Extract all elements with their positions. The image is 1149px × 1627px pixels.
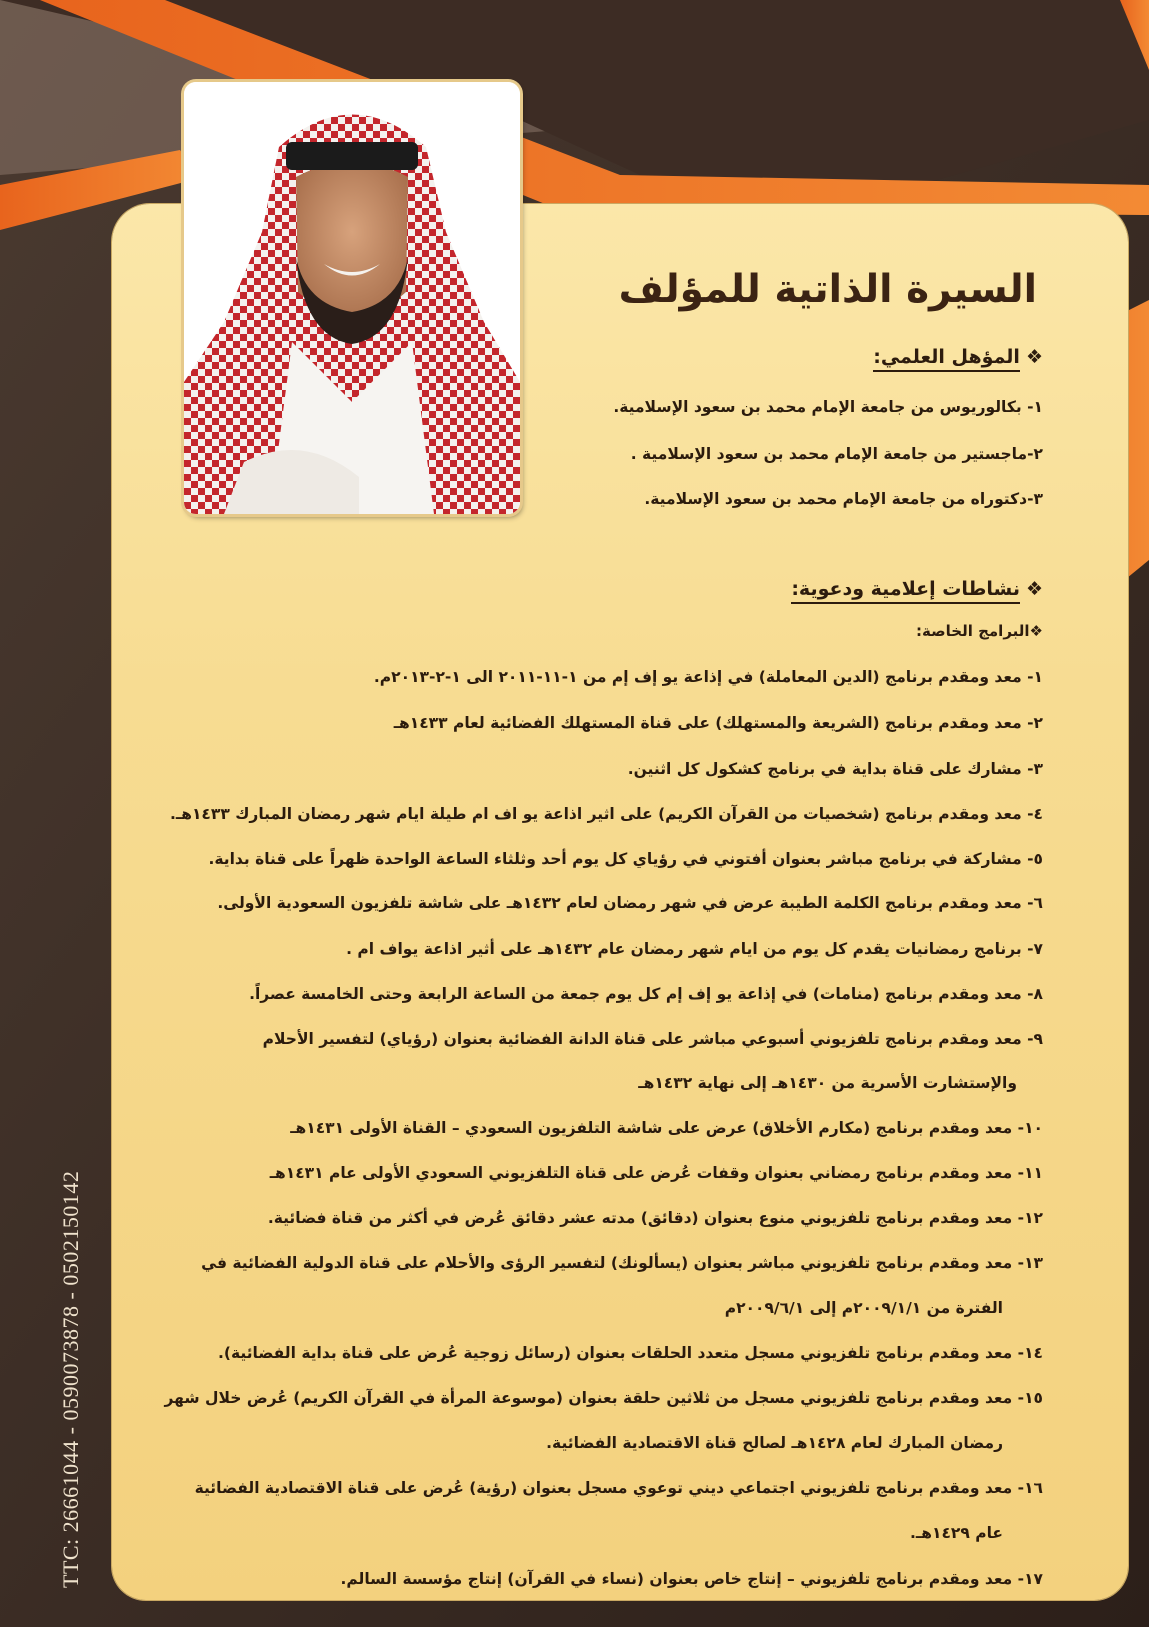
activity-line: ١٤- معد ومقدم برنامج تلفزيوني مسجل متعدد الحلقات بعنوان (رسائل زوجية عُرض على قناة بداية الفضائية). — [218, 1344, 1043, 1362]
activity-line: ١٠- معد ومقدم برنامج (مكارم الأخلاق) عرض على شاشة التلفزيون السعودي – القناة الأولى ١٤٣١هـ — [290, 1119, 1043, 1137]
qualification-item: ٣-دكتوراه من جامعة الإمام محمد بن سعود الإسلامية. — [644, 490, 1043, 508]
biography-content — [140, 240, 1045, 320]
diamond-bullet-icon: ❖ — [1029, 622, 1043, 640]
activity-line: ٧- برنامج رمضانيات يقدم كل يوم من ايام شهر رمضان عام ١٤٣٢هـ على أثير اذاعة يواف ام . — [346, 940, 1043, 958]
activity-line: عام ١٤٢٩هـ. — [910, 1524, 1003, 1542]
page-title: السيرة الذاتية للمؤلف — [618, 267, 1037, 312]
activity-line: ١٥- معد ومقدم برنامج تلفزيوني مسجل من ثلاثين حلقة بعنوان (موسوعة المرأة في القرآن الكريم) عُرض خلال شهر — [164, 1389, 1043, 1407]
activity-line: ٣- مشارك على قناة بداية في برنامج كشكول كل اثنين. — [627, 760, 1043, 778]
activity-line: رمضان المبارك لعام ١٤٢٨هـ لصالح قناة الاقتصادية الفضائية. — [546, 1434, 1003, 1452]
activity-line: ٢- معد ومقدم برنامج (الشريعة والمستهلك) على قناة المستهلك الفضائية لعام ١٤٣٣هـ — [393, 714, 1043, 732]
side-phone-code: TTC: 26661044 - 0590073878 - 0502150142 — [58, 1170, 83, 1588]
activity-line: ١- معد ومقدم برنامج (الدين المعاملة) في إذاعة يو إف إم من ١-١١-٢٠١١ الى ١-٢-٢٠١٣م. — [373, 668, 1043, 686]
activity-line: والإستشارت الأسرية من ١٤٣٠هـ إلى نهاية ١٤٣٢هـ — [638, 1074, 1017, 1092]
diamond-bullet-icon: ❖ — [1025, 346, 1043, 368]
activity-line: ١٣- معد ومقدم برنامج تلفزيوني مباشر بعنوان (يسألونك) لتفسير الرؤى والأحلام على قناة الدولية الفضائية في — [201, 1254, 1043, 1272]
qualification-item: ٢-ماجستير من جامعة الإمام محمد بن سعود الإسلامية . — [630, 445, 1043, 463]
activities-heading: ❖نشاطات إعلامية ودعوية: — [791, 578, 1043, 600]
activity-line: ١٦- معد ومقدم برنامج تلفزيوني اجتماعي ديني توعوي مسجل بعنوان (رؤية) عُرض على قناة الاقتصادية الفضائية — [194, 1479, 1043, 1497]
qualifications-heading: ❖المؤهل العلمي: — [873, 346, 1043, 368]
activity-line: ١٢- معد ومقدم برنامج تلفزيوني منوع بعنوان (دقائق) مدته عشر دقائق عُرض في أكثر من قناة فضائية. — [267, 1209, 1043, 1227]
activity-line: ٤- معد ومقدم برنامج (شخصيات من القرآن الكريم) على اثير اذاعة يو اف ام طيلة ايام شهر رمضان المبارك ١٤٣٣هـ. — [170, 805, 1043, 823]
activities-subheading: ❖البرامج الخاصة: — [916, 622, 1043, 640]
activity-line: ٦- معد ومقدم برنامج الكلمة الطيبة عرض في شهر رمضان لعام ١٤٣٢هـ على شاشة تلفزيون السعودية الأولى. — [217, 894, 1043, 912]
activity-line: ١٧- معد ومقدم برنامج تلفزيوني – إنتاج خاص بعنوان (نساء في القرآن) إنتاج مؤسسة السالم. — [340, 1570, 1043, 1588]
qualification-item: ١- بكالوريوس من جامعة الإمام محمد بن سعود الإسلامية. — [613, 398, 1043, 416]
activity-line: الفترة من ٢٠٠٩/١/١م إلى ٢٠٠٩/٦/١م — [724, 1299, 1003, 1317]
activity-line: ١١- معد ومقدم برنامج رمضاني بعنوان وقفات عُرض على قناة التلفزيوني السعودي الأولى عام ١٤٣١هـ — [269, 1164, 1043, 1182]
diamond-bullet-icon: ❖ — [1025, 578, 1043, 600]
activity-line: ٨- معد ومقدم برنامج (منامات) في إذاعة يو إف إم كل يوم جمعة من الساعة الرابعة وحتى الخامسة عصراً. — [249, 985, 1043, 1003]
activity-line: ٥- مشاركة في برنامج مباشر بعنوان أفتوني في رؤياي كل يوم أحد وثلثاء الساعة الواحدة ظهراً على قناة بداية. — [208, 850, 1043, 868]
activity-line: ٩- معد ومقدم برنامج تلفزيوني أسبوعي مباشر على قناة الدانة الفضائية بعنوان (رؤياي) لتفسير الأحلام — [262, 1030, 1043, 1048]
